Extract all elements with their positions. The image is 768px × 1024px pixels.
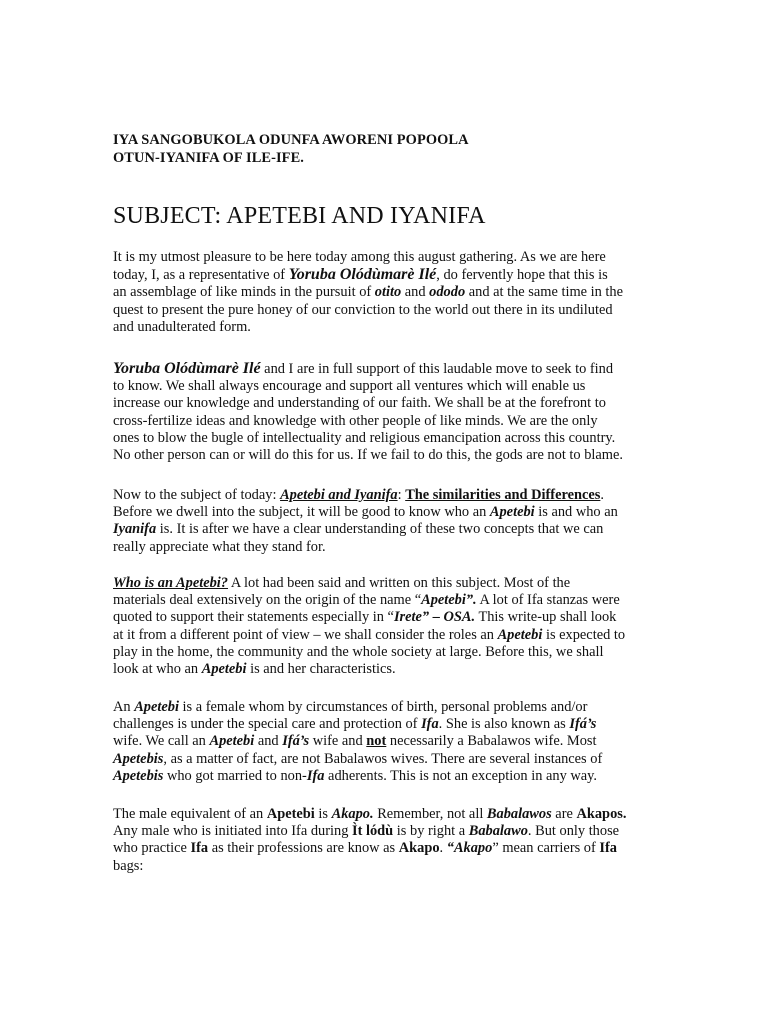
text-line (113, 302, 623, 319)
text-run: ododo (429, 284, 466, 301)
text-run: Apetebis (113, 750, 164, 767)
text-run: Ifá’s (569, 716, 597, 733)
text-run: A lot had been said and written on this subject. Most of the (228, 575, 571, 591)
text-run: Apetebi (209, 733, 255, 750)
text-line (113, 378, 623, 395)
text-run: is a female whom by circumstances of birth, personal problems and/or (178, 699, 588, 715)
text-line (113, 395, 623, 412)
text-run: , do fervently hope that this is (436, 267, 608, 284)
text-line (113, 360, 623, 378)
text-run: as their professions are know as (208, 840, 399, 857)
text-run: is (314, 806, 332, 822)
paragraph (113, 806, 626, 875)
text-run: Yoruba Olódùmarè Ilé (113, 360, 261, 377)
text-line (113, 661, 625, 678)
text-run: otito (374, 284, 402, 301)
text-run: No other person can or will do this for us. If we fail to do this, the gods are not to blame. (113, 447, 623, 464)
text-run: An (113, 699, 135, 715)
text-run: to know. We shall always encourage and support all ventures which will enable us (113, 378, 586, 395)
text-run: Apetebi (489, 504, 535, 521)
text-line (113, 504, 618, 521)
text-line (113, 609, 625, 626)
text-run: is and her characteristics. (246, 661, 396, 678)
text-run: quoted to support their statements especially in “ (113, 609, 394, 626)
text-line (113, 840, 626, 857)
author-header (113, 131, 469, 167)
text-run: . (600, 487, 604, 503)
text-run: quest to present the pure honey of our conviction to the world out there in its undiluted (113, 301, 613, 318)
text-run: . (439, 840, 447, 857)
paragraph (113, 699, 602, 785)
text-run: Apetebis (113, 767, 164, 784)
text-run: , as a matter of fact, are not Babalawos wives. There are several instances of (163, 750, 603, 767)
text-run: The male equivalent of an (113, 806, 267, 822)
text-run: Any male who is initiated into Ifa during (113, 823, 352, 840)
text-line (113, 858, 626, 875)
text-run: Yoruba Olódùmarè Ilé (288, 266, 437, 284)
text-run: Who is an Apetebi? (113, 575, 229, 591)
text-run: bags: (113, 857, 144, 874)
text-run: Babalawo (468, 823, 528, 840)
text-run: Apetebi (201, 661, 247, 678)
text-run: challenges is under the special care and protection of (113, 716, 422, 733)
text-run: not (366, 733, 387, 750)
text-line (113, 627, 625, 644)
text-line (113, 699, 602, 716)
text-line (113, 266, 623, 284)
text-line (113, 319, 623, 336)
text-run: A lot of Ifa stanzas were (476, 592, 620, 609)
text-run: It is my utmost pleasure to be here today among this august gathering. As we are here (113, 249, 606, 265)
text-line (113, 733, 602, 750)
text-run: increase our knowledge and understanding of our faith. We shall be at the forefront to (113, 395, 606, 412)
text-run: and unadulterated form. (113, 318, 251, 335)
text-run: necessarily a Babalawos wife. Most (386, 733, 597, 750)
text-run: Now to the subject of today: (113, 487, 281, 503)
text-run: Apetebi (266, 806, 315, 822)
text-run: is and who an (534, 504, 618, 521)
text-run: Remember, not all (373, 806, 487, 822)
text-run: is by right a (393, 823, 469, 840)
paragraph (113, 487, 618, 556)
text-line (113, 487, 618, 504)
text-run: materials deal extensively on the origin of the name “ (113, 592, 422, 609)
text-run: . She is also known as (438, 716, 570, 733)
text-run: Ifa (599, 840, 617, 857)
text-run: and I are in full support of this laudable move to seek to find (260, 361, 614, 377)
text-run: Akapos. (576, 806, 627, 822)
text-run: is expected to (542, 626, 626, 643)
text-run: Irete” – OSA. (393, 609, 476, 626)
text-run: adherents. This is not an exception in any way. (324, 767, 598, 784)
text-run: at it from a different point of view – we shall consider the roles an (113, 626, 498, 643)
text-line (113, 521, 618, 538)
text-line (113, 575, 625, 592)
text-line (113, 592, 625, 609)
text-line (113, 644, 625, 661)
text-run: Akapo (398, 840, 440, 857)
text-run: and (254, 733, 283, 750)
text-run: Apetebi (497, 626, 543, 643)
text-line (113, 447, 623, 464)
text-run: and at the same time in the (465, 284, 623, 301)
text-run: and (401, 284, 430, 301)
text-run: Apetebi (134, 699, 179, 715)
text-run: Ifá’s (282, 733, 310, 750)
text-run: Apetebi and Iyanifa (280, 487, 398, 503)
text-run: ” mean carriers of (492, 840, 600, 857)
text-line (113, 751, 602, 768)
text-line (113, 716, 602, 733)
text-run: who practice (113, 840, 191, 857)
text-run: Ifa (421, 716, 439, 733)
paragraph (113, 249, 623, 336)
text-run: Before we dwell into the subject, it will be good to know who an (113, 504, 490, 521)
text-run: really appreciate what they stand for. (113, 538, 326, 555)
text-run: Ifa (306, 767, 325, 784)
text-run: today, I, as a representative of (113, 267, 289, 284)
text-line (113, 539, 618, 556)
text-run: wife. We call an (113, 733, 210, 750)
text-run: “Akapo (446, 840, 493, 857)
author-title: OTUN-IYANIFA OF ILE-IFE. (113, 150, 304, 166)
text-run: cross-fertilize ideas and knowledge with other people of like minds. We are the only (113, 412, 598, 429)
text-run: wife and (309, 733, 367, 750)
text-run: Iyanifa (113, 521, 157, 538)
text-run: Akapo. (331, 806, 374, 822)
text-run: Ifa (190, 840, 209, 857)
text-run: ones to blow the bugle of intellectuality and religious emancipation across this country. (113, 429, 616, 446)
text-run: Apetebi”. (421, 592, 477, 609)
text-run: are (551, 806, 577, 822)
text-line (113, 823, 626, 840)
paragraph (113, 360, 623, 464)
text-run: Babalawos (486, 806, 552, 822)
document-title: SUBJECT: APETEBI AND IYANIFA (113, 203, 486, 229)
text-line (113, 284, 623, 301)
text-run: The similarities and Differences (405, 487, 601, 503)
text-run: : (397, 487, 406, 503)
text-line (113, 806, 626, 823)
text-run: look at who an (113, 661, 202, 678)
text-run: an assemblage of like minds in the pursuit of (113, 284, 375, 301)
text-line (113, 768, 602, 785)
text-run: play in the home, the community and the whole society at large. Before this, we shall (113, 643, 604, 660)
text-line (113, 249, 623, 266)
text-line (113, 430, 623, 447)
text-line (113, 413, 623, 430)
text-run: who got married to non- (163, 767, 307, 784)
text-run: Ìt lódù (352, 823, 394, 840)
text-run: . But only those (527, 823, 620, 840)
text-run: This write-up shall look (475, 609, 617, 626)
text-run: is. It is after we have a clear understanding of these two concepts that we can (156, 521, 604, 538)
paragraph (113, 575, 625, 678)
author-name: IYA SANGOBUKOLA ODUNFA AWORENI POPOOLA (113, 132, 469, 148)
